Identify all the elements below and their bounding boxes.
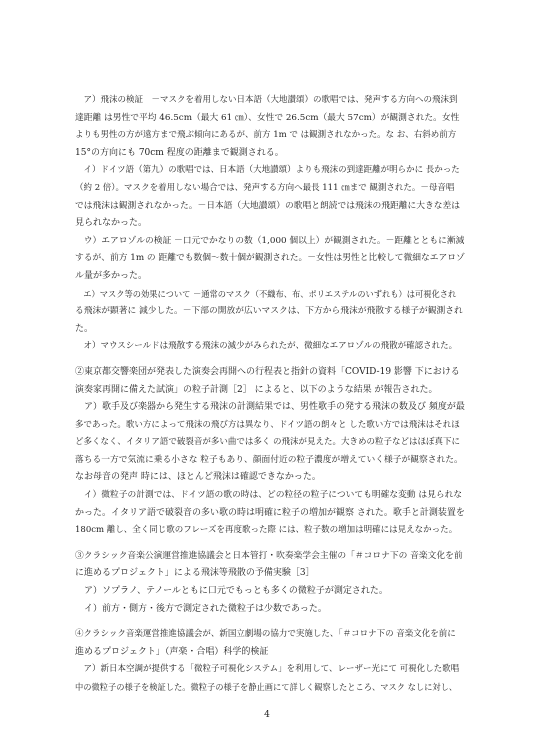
text-line: 演奏家再開に備えた試演」の粒子計測［2］ によると、以下のような結果 が報告された。 [75,384,438,395]
text-line: 落ちる一方で気流に乗る小さな 粒子もあり、顔面付近の粒子濃度が増えていく様子が観察された。 [75,454,463,465]
text-line: （約 2 倍）。マスクを着用しない場合では、発声する方向へ最長 111 ㎝まで 観測された。－母音唱 [75,182,455,193]
text-section [75,626,465,696]
text-line: ウ）エアロゾルの検証 －口元でかなりの数（1,000 個以上）が観測された。－距離とともに漸減 [75,235,465,246]
text-line: イ）微粒子の計測では、ドイツ語の歌の時は、どの粒径の粒子についても明確な変動 は見られな [75,490,463,501]
text-line: ア）ソプラノ、テノールともに口元でもっとも多くの微粒子が測定された。 [75,586,388,597]
text-line: するが、前方 1m の 距離でも数個～数十個が観測された。－女性は男性と比較して微細なエアロゾ [75,253,465,264]
text-line: ル量が多かった。 [75,270,148,281]
text-line: では飛沫は観測されなかった。－日本語（大地讃頌）の歌唱と朗読では飛沫の飛距離に大きな差は [75,200,460,211]
text-line: 達距離 は男性で平均 46.5cm（最大 61 ㎝）、女性で 26.5cm（最大 57cm）が観測された。女性 [75,112,460,123]
text-line: に進めるプロジェクト」による飛沫等飛散の予備実験［3］ [75,568,315,579]
text-line: イ）前方・側方・後方で測定された微粒子は少数であった。 [75,603,327,614]
text-section [75,92,465,356]
text-line: た。 [75,323,94,334]
document-body [75,92,465,697]
paragraph-gap [75,356,465,364]
text-section [75,364,465,540]
text-line: エ）マスク等の効果について －通常のマスク（不織布、布、ポリエステルのいずれも）は可視化され [75,288,457,299]
text-line: ア）新日本空調が提供する「微粒子可視化システム」を利用して、レーザー光にて 可視化した歌唱 [75,664,460,675]
text-line: よりも男性の方が遠方まで飛ぶ傾向にあるが、前方 1m で は観測されなかった。な お、右斜め前方 [75,130,457,141]
text-section [75,548,465,618]
text-line: る飛沫が顕著に 減少した。－下部の開放が広いマスクは、下方から飛沫が飛散する様子が観測され [75,306,463,317]
paragraph-gap [75,618,465,626]
text-line: 中の微粒子の様子を検証した。微粒子の様子を静止画にて詳しく観察したところ、マスク なしに対し、 [75,682,458,692]
text-line: ④クラシック音楽運営推進協議会が、新国立劇場の協力で実施した、「＃コロナ下の 音楽文化を前に [75,629,456,640]
text-line: 見られなかった。 [75,218,148,229]
paragraph-gap [75,540,465,548]
text-line: 多であった。歌い方によって飛沫の飛び方は異なり、ドイツ語の朗々と した歌い方では飛沫はそれほ [75,419,460,430]
text-line: オ）マウスシールドは飛散する飛沫の減少がみられたが、微細なエアロゾルの飛散が確認された。 [75,341,458,352]
text-line: ど多くなく、イタリア語で破裂音が多い曲では多く の飛沫が見えた。大きめの粒子などはほぼ真下に [75,437,461,448]
text-line: 180cm 離し、全く同じ歌のフレーズを再度歌った際 には、粒子数の増加は明確には見えなかった。 [75,525,458,536]
text-line: イ）ドイツ語（第九）の歌唱では、日本語（大地讃頌）よりも飛沫の到達距離が明らかに 長かった [75,165,460,176]
page-number: 4 [264,710,270,720]
text-line: ③クラシック音楽公演運営推進協議会と日本管打・吹奏楽学会主催の「＃コロナ下の 音楽文化を前 [75,550,463,561]
text-line: なお母音の発声 時には、ほとんど飛沫は確認できなかった。 [75,472,321,483]
text-line: 15°の方向にも 70cm 程度の距離まで観測される。 [75,147,284,158]
text-line: ア）飛沫の検証 －マスクを着用しない日本語（大地讃頌）の歌唱では、発声する方向への飛沫到 [75,95,458,105]
text-line: かった。イタリア語で破裂音の多い歌の時は明確に粒子の増加が観察 された。歌手と計測装置を [75,507,465,518]
text-line: 進めるプロジェクト」（声楽・合唱）科学的検証 [75,646,269,657]
text-line: ア）歌手及び楽器から発生する飛沫の計測結果では、男性歌手の発する飛沫の数及び 頻度が最 [75,402,465,413]
text-line: ②東京都交響楽団が発表した演奏会再開への行程表と指針の資料「COVID-19 影響 下における [75,366,460,377]
